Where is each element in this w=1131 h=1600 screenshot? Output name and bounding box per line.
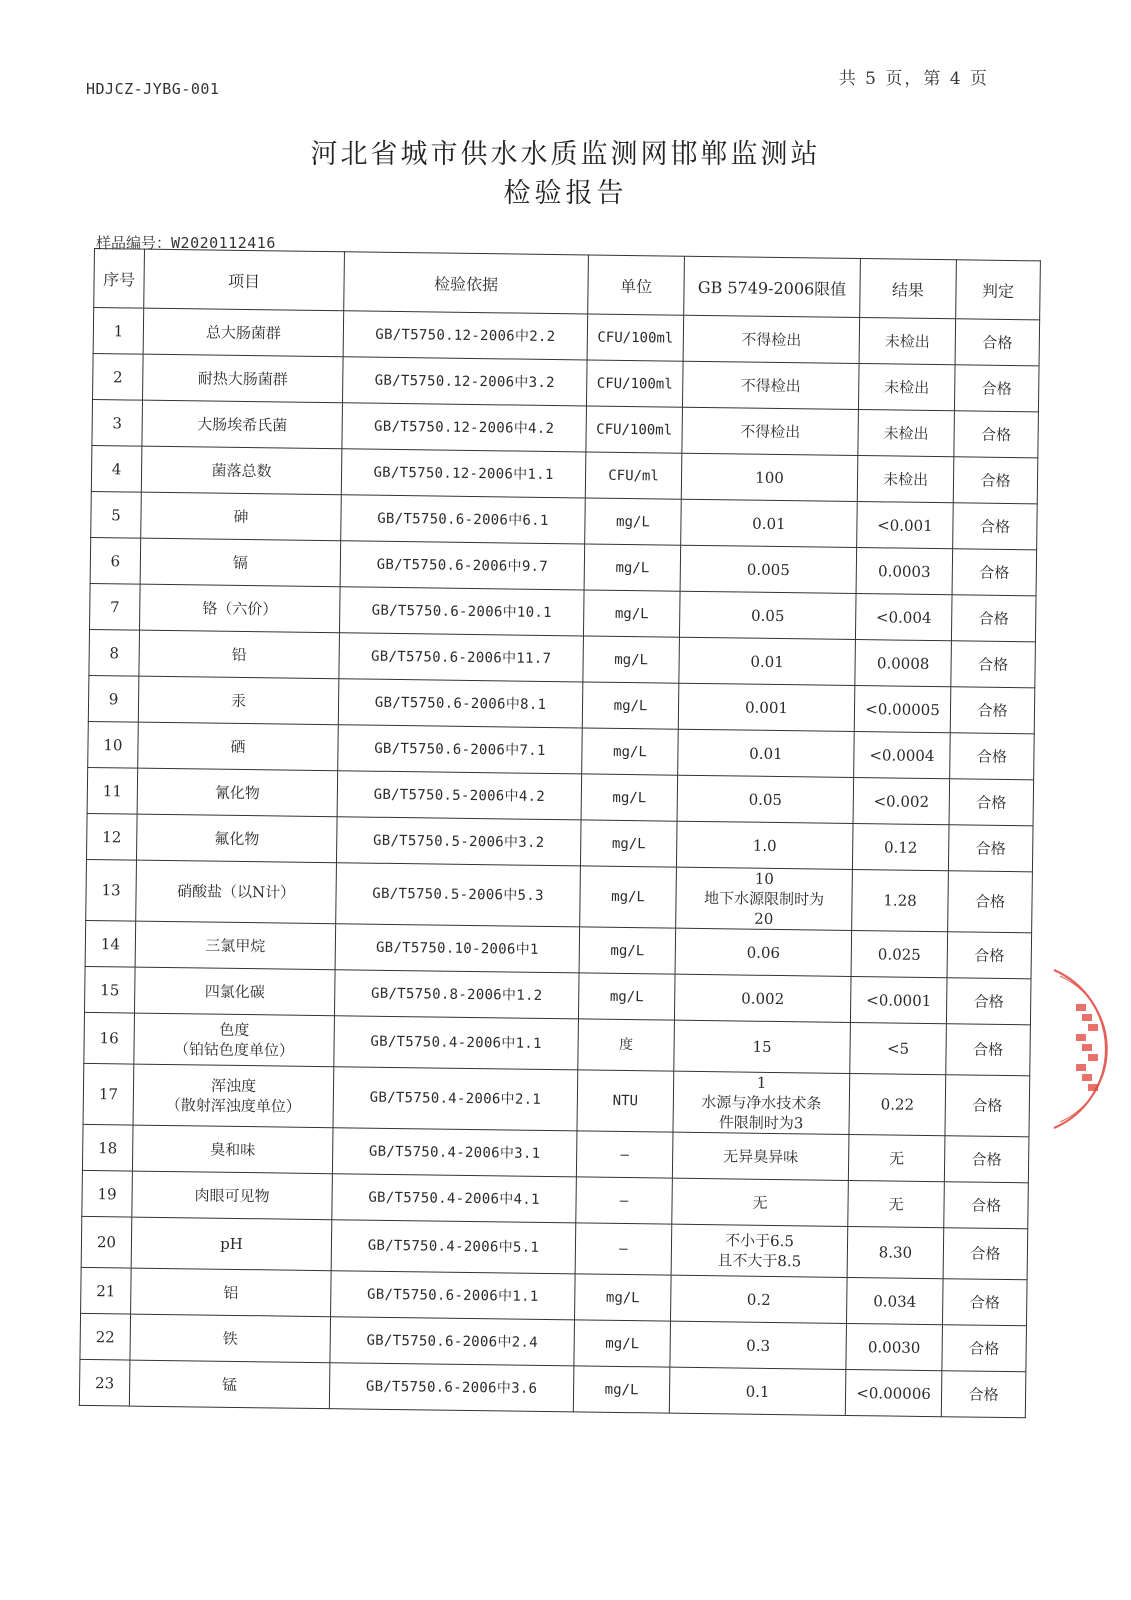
cell-basis: GB/T5750.8-2006中1.2 (334, 970, 579, 1019)
cell-unit: mg/L (581, 774, 678, 821)
title-block (0, 136, 1131, 214)
seal-mark (1082, 1014, 1092, 1021)
cell-item: 硒 (138, 722, 339, 771)
cell-unit: NTU (577, 1070, 674, 1132)
cell-item: 锰 (129, 1360, 330, 1409)
cell-item: 铁 (130, 1314, 331, 1363)
header-unit: 单位 (588, 255, 685, 315)
cell-basis: GB/T5750.5-2006中3.2 (336, 817, 581, 866)
cell-item-line: 浑浊度 (210, 1076, 257, 1096)
cell-item: pH (131, 1217, 332, 1271)
header-verdict: 判定 (956, 260, 1041, 320)
cell-basis: GB/T5750.6-2006中9.7 (340, 541, 585, 590)
cell-verdict: 合格 (951, 595, 1036, 642)
cell-result: <0.00005 (854, 685, 951, 732)
cell-basis: GB/T5750.4-2006中1.1 (334, 1016, 579, 1070)
cell-no: 19 (82, 1170, 133, 1217)
cell-no: 14 (85, 920, 136, 967)
cell-unit: mg/L (580, 866, 677, 928)
cell-basis: GB/T5750.6-2006中10.1 (339, 587, 584, 636)
cell-verdict: 合格 (944, 1182, 1029, 1229)
cell-item: 肉眼可见物 (132, 1171, 333, 1220)
cell-item (134, 1013, 335, 1067)
cell-limit: 1.0 (676, 821, 853, 869)
cell-verdict: 合格 (949, 779, 1034, 826)
cell-limit: 0.05 (677, 775, 854, 823)
cell-item: 铬（六价） (140, 584, 341, 633)
cell-unit: CFU/100ml (586, 406, 683, 453)
cell-limit: 0.001 (678, 683, 855, 731)
cell-unit: mg/L (582, 728, 679, 775)
cell-result: 未检出 (857, 456, 954, 503)
cell-result: 无 (848, 1180, 945, 1227)
cell-limit-line: 1 (756, 1073, 767, 1092)
cell-no: 5 (91, 491, 142, 538)
cell-result: <0.00006 (845, 1369, 942, 1416)
cell-basis: GB/T5750.6-2006中7.1 (338, 725, 583, 774)
cell-result: 未检出 (858, 364, 955, 411)
cell-item: 菌落总数 (141, 446, 342, 495)
cell-unit: — (576, 1131, 673, 1178)
cell-item: 氟化物 (136, 814, 337, 863)
cell-item: 汞 (138, 676, 339, 725)
cell-no: 4 (91, 445, 142, 492)
cell-no: 23 (79, 1359, 130, 1406)
cell-limit: 0.002 (674, 974, 851, 1022)
cell-verdict: 合格 (942, 1279, 1027, 1326)
cell-item (133, 1064, 334, 1128)
cell-unit: mg/L (578, 973, 675, 1020)
cell-verdict: 合格 (946, 978, 1031, 1025)
header-basis: 检验依据 (344, 252, 589, 314)
cell-verdict: 合格 (953, 457, 1038, 504)
cell-limit: 100 (681, 453, 858, 501)
cell-no: 13 (86, 859, 137, 921)
cell-item-line: 色度 (219, 1020, 250, 1040)
cell-limit: 0.06 (675, 928, 852, 976)
cell-result: 8.30 (847, 1226, 944, 1278)
cell-item: 大肠埃希氏菌 (142, 400, 343, 449)
cell-no: 9 (88, 675, 139, 722)
cell-basis: GB/T5750.12-2006中4.2 (342, 403, 587, 452)
seal-mark (1088, 1084, 1098, 1091)
cell-no: 11 (87, 767, 138, 814)
cell-unit: mg/L (582, 682, 679, 729)
cell-verdict: 合格 (945, 1075, 1030, 1137)
cell-no: 17 (83, 1063, 134, 1125)
cell-item: 镉 (140, 538, 341, 587)
cell-unit: mg/L (580, 820, 677, 867)
cell-limit (671, 1224, 848, 1277)
cell-verdict: 合格 (941, 1371, 1026, 1418)
cell-basis: GB/T5750.4-2006中2.1 (333, 1067, 578, 1131)
cell-no: 15 (84, 966, 135, 1013)
cell-item: 总大肠菌群 (143, 308, 344, 357)
cell-unit: mg/L (575, 1274, 672, 1321)
cell-limit: 不得检出 (683, 315, 860, 363)
cell-unit: mg/L (579, 927, 676, 974)
cell-limit-line: 20 (754, 909, 774, 928)
sample-number-label: 样品编号： (96, 234, 172, 252)
cell-verdict: 合格 (946, 1024, 1031, 1076)
cell-no: 7 (90, 583, 141, 630)
cell-no: 6 (90, 537, 141, 584)
cell-limit: 不得检出 (682, 361, 859, 409)
cell-item-line: （散射浑浊度单位） (165, 1096, 301, 1116)
cell-basis: GB/T5750.12-2006中2.2 (343, 311, 588, 360)
cell-limit: 无异臭异味 (672, 1132, 849, 1180)
cell-no: 10 (88, 721, 139, 768)
cell-result: <0.004 (855, 594, 952, 641)
cell-item: 铅 (139, 630, 340, 679)
cell-result: 0.12 (852, 823, 949, 870)
cell-item: 氰化物 (137, 768, 338, 817)
cell-basis: GB/T5750.4-2006中4.1 (332, 1174, 577, 1223)
cell-result: 0.025 (851, 930, 948, 977)
header-item: 项目 (144, 249, 345, 311)
cell-verdict: 合格 (948, 871, 1033, 933)
cell-unit: mg/L (583, 636, 680, 683)
cell-no: 18 (82, 1124, 133, 1171)
cell-verdict: 合格 (951, 641, 1036, 688)
cell-limit: 无 (672, 1178, 849, 1226)
cell-limit (676, 867, 853, 930)
cell-result: <0.0004 (854, 731, 951, 778)
cell-limit: 0.01 (681, 499, 858, 547)
cell-verdict: 合格 (947, 932, 1032, 979)
cell-basis: GB/T5750.6-2006中3.6 (329, 1363, 574, 1412)
cell-verdict: 合格 (943, 1228, 1028, 1280)
cell-no: 1 (93, 308, 144, 355)
cell-unit: CFU/100ml (587, 314, 684, 361)
cell-limit: 0.3 (670, 1321, 847, 1369)
cell-result: 0.22 (849, 1073, 946, 1135)
seal-mark (1088, 1054, 1098, 1061)
cell-result: <5 (850, 1022, 947, 1074)
cell-limit: 15 (674, 1020, 851, 1073)
cell-no: 20 (81, 1216, 132, 1268)
cell-item: 铝 (131, 1268, 332, 1317)
cell-unit: mg/L (574, 1320, 671, 1367)
cell-limit: 0.1 (669, 1367, 846, 1415)
cell-limit: 0.005 (680, 545, 857, 593)
seal-mark (1082, 1074, 1092, 1081)
cell-basis: GB/T5750.6-2006中6.1 (341, 495, 586, 544)
cell-limit: 0.2 (671, 1275, 848, 1323)
cell-unit: 度 (578, 1019, 675, 1071)
cell-verdict: 合格 (948, 825, 1033, 872)
cell-verdict: 合格 (955, 319, 1040, 366)
official-seal (1046, 964, 1131, 1134)
cell-result: 0.0003 (856, 548, 953, 595)
cell-verdict: 合格 (954, 365, 1039, 412)
cell-verdict: 合格 (954, 411, 1039, 458)
cell-unit: mg/L (585, 498, 682, 545)
cell-verdict: 合格 (950, 687, 1035, 734)
cell-result: 0.034 (846, 1277, 943, 1324)
report-title: 河北省城市供水水质监测网邯郸监测站 (310, 139, 821, 170)
cell-verdict: 合格 (944, 1136, 1029, 1183)
cell-item: 四氯化碳 (134, 967, 335, 1016)
cell-no: 16 (84, 1012, 135, 1064)
cell-verdict: 合格 (952, 549, 1037, 596)
cell-limit-line: 地下水源限制时为 (703, 889, 825, 909)
cell-unit: mg/L (583, 590, 680, 637)
cell-item: 臭和味 (132, 1125, 333, 1174)
seal-mark (1082, 1044, 1092, 1051)
cell-unit: mg/L (573, 1366, 670, 1413)
cell-basis: GB/T5750.6-2006中2.4 (330, 1317, 575, 1366)
header-no: 序号 (94, 249, 145, 309)
seal-mark (1076, 1064, 1086, 1071)
cell-result: 1.28 (852, 869, 949, 931)
cell-basis: GB/T5750.4-2006中5.1 (331, 1220, 576, 1274)
cell-limit-line: 不小于6.5 (725, 1231, 795, 1251)
cell-limit: 0.05 (679, 591, 856, 639)
cell-no: 8 (89, 629, 140, 676)
cell-limit-line: 且不大于8.5 (717, 1251, 802, 1271)
cell-no: 12 (86, 813, 137, 860)
cell-result: 无 (848, 1134, 945, 1181)
cell-basis: GB/T5750.10-2006中1 (335, 924, 580, 973)
cell-limit (673, 1071, 850, 1134)
cell-basis: GB/T5750.5-2006中4.2 (337, 771, 582, 820)
cell-item: 硝酸盐（以N计） (136, 860, 337, 924)
cell-result: 未检出 (858, 410, 955, 457)
header-result: 结果 (860, 259, 957, 319)
cell-no: 22 (80, 1313, 131, 1360)
cell-no: 2 (93, 353, 144, 400)
cell-result: 0.0008 (855, 640, 952, 687)
seal-mark (1076, 1034, 1086, 1041)
cell-basis: GB/T5750.12-2006中3.2 (342, 357, 587, 406)
results-table (79, 248, 1041, 1418)
cell-unit: CFU/100ml (586, 360, 683, 407)
cell-limit: 0.01 (679, 637, 856, 685)
cell-unit: mg/L (584, 544, 681, 591)
cell-item: 砷 (141, 492, 342, 541)
cell-unit: — (576, 1177, 673, 1224)
cell-unit: — (575, 1223, 672, 1275)
cell-limit-line: 件限制时为3 (718, 1113, 804, 1133)
report-subtitle: 检验报告 (503, 178, 628, 209)
document-code: HDJCZ-JYBG-001 (86, 80, 220, 98)
table-body (79, 308, 1039, 1418)
cell-no: 3 (92, 399, 143, 446)
cell-basis: GB/T5750.6-2006中11.7 (339, 633, 584, 682)
cell-verdict: 合格 (953, 503, 1038, 550)
cell-limit: 0.01 (678, 729, 855, 777)
cell-item: 耐热大肠菌群 (143, 354, 344, 403)
cell-result: <0.001 (857, 502, 954, 549)
seal-mark (1076, 1004, 1086, 1011)
cell-limit-line: 水源与净水技术条 (701, 1093, 822, 1113)
cell-basis: GB/T5750.12-2006中1.1 (341, 449, 586, 498)
seal-mark (1088, 1024, 1098, 1031)
cell-basis: GB/T5750.6-2006中1.1 (331, 1271, 576, 1320)
cell-unit: CFU/ml (585, 452, 682, 499)
cell-limit-line: 10 (754, 869, 774, 888)
cell-result: <0.0001 (850, 976, 947, 1023)
cell-limit: 不得检出 (682, 407, 859, 455)
cell-basis: GB/T5750.5-2006中5.3 (336, 863, 581, 927)
cell-basis: GB/T5750.4-2006中3.1 (332, 1128, 577, 1177)
cell-verdict: 合格 (950, 733, 1035, 780)
cell-item: 三氯甲烷 (135, 921, 336, 970)
cell-item-line: （铂钴色度单位） (173, 1040, 295, 1060)
cell-result: <0.002 (853, 777, 950, 824)
page-counter: 共 5 页，第 4 页 (838, 69, 989, 89)
header-limit: GB 5749-2006限值 (684, 256, 861, 317)
cell-result: 0.0030 (846, 1323, 943, 1370)
cell-verdict: 合格 (942, 1325, 1027, 1372)
sample-number-value: W2020112416 (171, 234, 276, 252)
cell-basis: GB/T5750.6-2006中8.1 (338, 679, 583, 728)
cell-result: 未检出 (859, 318, 956, 365)
cell-no: 21 (81, 1267, 132, 1314)
